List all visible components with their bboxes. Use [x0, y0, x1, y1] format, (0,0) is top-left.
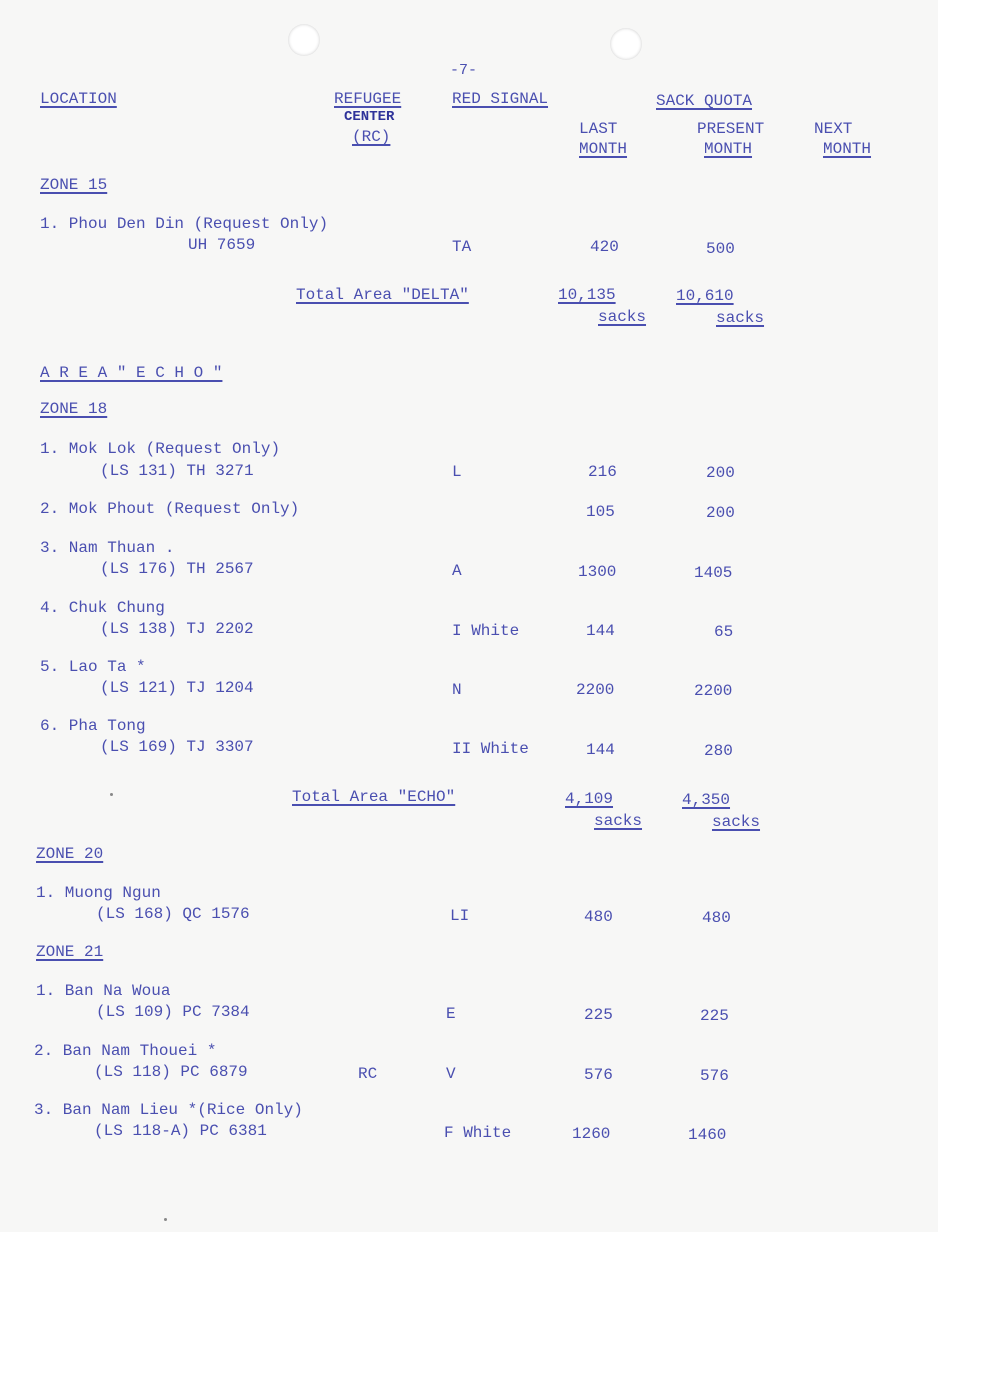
- location-ref: (LS 138) TJ 2202: [100, 620, 254, 638]
- page-number: -7-: [450, 62, 478, 79]
- location-name: 5. Lao Ta *: [40, 658, 146, 676]
- location-ref: (LS 118) PC 6879: [94, 1063, 248, 1081]
- red-signal: N: [452, 681, 462, 699]
- present-month-value: 280: [704, 742, 733, 760]
- refugee-center-mark: RC: [358, 1065, 378, 1083]
- location-name: 1. Phou Den Din (Request Only): [40, 215, 329, 233]
- location-ref: UH 7659: [188, 236, 256, 254]
- header-center: CENTER: [344, 109, 395, 125]
- location-name: 1. Muong Ngun: [36, 884, 161, 902]
- total-echo-label: Total Area "ECHO": [292, 788, 456, 806]
- total-delta-present: 10,610: [676, 287, 734, 305]
- red-signal: TA: [452, 238, 472, 256]
- red-signal: I White: [452, 622, 520, 640]
- last-month-value: 480: [584, 908, 613, 926]
- red-signal: A: [452, 562, 462, 580]
- location-ref: (LS 131) TH 3271: [100, 462, 254, 480]
- location-ref: (LS 118-A) PC 6381: [94, 1122, 267, 1140]
- last-month-value: 144: [586, 622, 615, 640]
- last-month-value: 576: [584, 1066, 613, 1084]
- location-ref: (LS 168) QC 1576: [96, 905, 250, 923]
- last-month-value: 105: [586, 503, 615, 521]
- last-month-value: 1300: [578, 563, 617, 581]
- header-next: NEXT: [814, 120, 853, 138]
- location-name: 6. Pha Tong: [40, 717, 146, 735]
- red-signal: L: [452, 463, 462, 481]
- header-next-month: MONTH: [823, 140, 872, 158]
- total-echo-last-unit: sacks: [594, 812, 643, 830]
- last-month-value: 1260: [572, 1125, 611, 1143]
- last-month-value: 225: [584, 1006, 613, 1024]
- present-month-value: 500: [706, 240, 735, 258]
- present-month-value: 576: [700, 1067, 729, 1085]
- red-signal: E: [446, 1005, 456, 1023]
- zone-18-title: ZONE 18: [40, 400, 108, 418]
- red-signal: F White: [444, 1124, 512, 1142]
- location-name: 3. Nam Thuan .: [40, 539, 175, 557]
- present-month-value: 225: [700, 1007, 729, 1025]
- last-month-value: 216: [588, 463, 617, 481]
- total-delta-last-unit: sacks: [598, 308, 647, 326]
- present-month-value: 65: [714, 623, 734, 641]
- location-name: 2. Mok Phout (Request Only): [40, 500, 300, 518]
- last-month-value: 2200: [576, 681, 615, 699]
- present-month-value: 2200: [694, 682, 733, 700]
- header-sack-quota: SACK QUOTA: [656, 92, 753, 110]
- total-delta-last: 10,135: [558, 286, 616, 304]
- location-name: 1. Mok Lok (Request Only): [40, 440, 281, 458]
- location-name: 4. Chuk Chung: [40, 599, 165, 617]
- total-echo-last: 4,109: [565, 790, 614, 808]
- location-name: 2. Ban Nam Thouei *: [34, 1042, 217, 1060]
- area-echo-title: A R E A " E C H O ": [40, 364, 223, 382]
- last-month-value: 420: [590, 238, 619, 256]
- red-signal: V: [446, 1065, 456, 1083]
- header-refugee: REFUGEE: [334, 90, 402, 108]
- last-month-value: 144: [586, 741, 615, 759]
- header-location: LOCATION: [40, 90, 117, 108]
- punch-hole: [610, 28, 642, 60]
- header-red-signal: RED SIGNAL: [452, 90, 549, 108]
- header-last: LAST: [579, 120, 618, 138]
- location-ref: (LS 169) TJ 3307: [100, 738, 254, 756]
- location-ref: (LS 121) TJ 1204: [100, 679, 254, 697]
- red-signal: LI: [450, 907, 470, 925]
- zone-20-title: ZONE 20: [36, 845, 104, 863]
- zone-15-title: ZONE 15: [40, 176, 108, 194]
- present-month-value: 480: [702, 909, 731, 927]
- location-name: 1. Ban Na Woua: [36, 982, 171, 1000]
- total-delta-label: Total Area "DELTA": [296, 286, 469, 304]
- location-ref: (LS 109) PC 7384: [96, 1003, 250, 1021]
- stray-mark: [110, 793, 113, 796]
- header-rc: (RC): [352, 128, 391, 146]
- total-echo-present-unit: sacks: [712, 813, 761, 831]
- red-signal: II White: [452, 740, 529, 758]
- header-last-month: MONTH: [579, 140, 628, 158]
- total-echo-present: 4,350: [682, 791, 731, 809]
- zone-21-title: ZONE 21: [36, 943, 104, 961]
- punch-hole: [288, 24, 320, 56]
- location-ref: (LS 176) TH 2567: [100, 560, 254, 578]
- present-month-value: 200: [706, 464, 735, 482]
- location-name: 3. Ban Nam Lieu *(Rice Only): [34, 1101, 303, 1119]
- present-month-value: 1460: [688, 1126, 727, 1144]
- header-present: PRESENT: [697, 120, 765, 138]
- stray-mark: [164, 1218, 167, 1221]
- header-present-month: MONTH: [704, 140, 753, 158]
- present-month-value: 1405: [694, 564, 733, 582]
- total-delta-present-unit: sacks: [716, 309, 765, 327]
- present-month-value: 200: [706, 504, 735, 522]
